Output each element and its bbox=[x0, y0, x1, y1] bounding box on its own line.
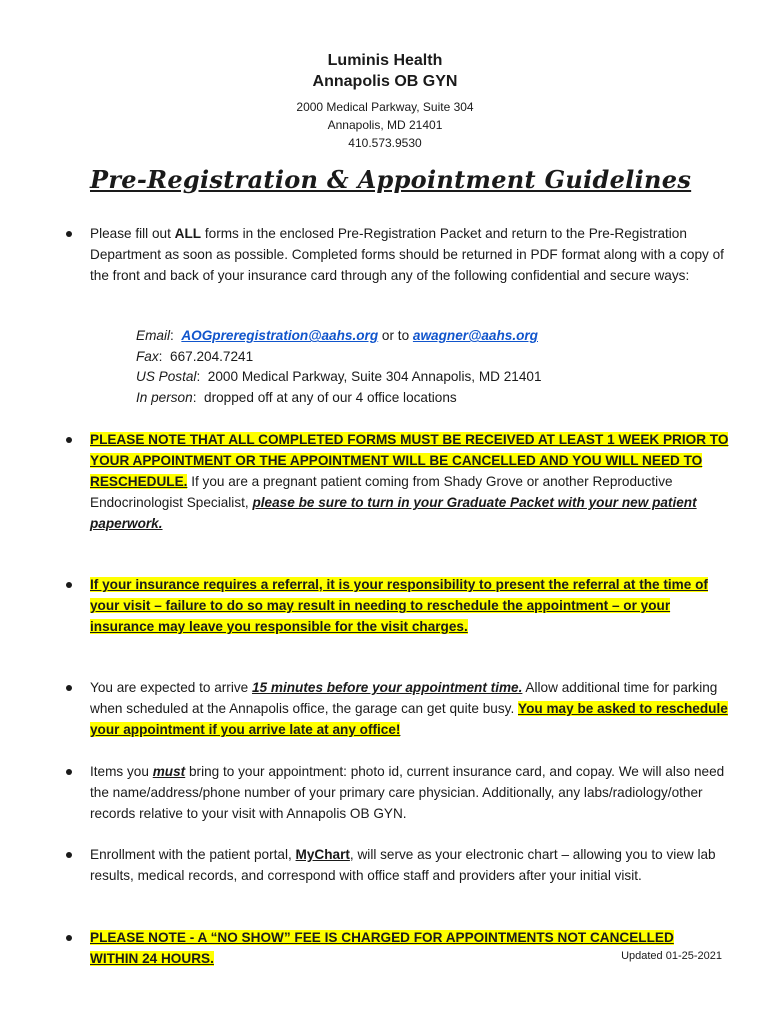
bullet-referral: If your insurance requires a referral, it is your responsibility to present the referral at the time of your visit – failure to do so may result in needing to reschedule the appointment – or your insurance may leave you responsible for the visit charges. bbox=[90, 574, 730, 637]
contact-fax: Fax: 667.204.7241 bbox=[136, 348, 254, 364]
bullet-icon bbox=[66, 437, 72, 443]
letterhead bbox=[0, 50, 770, 92]
page-title: Pre-Registration & Appointment Guidelines bbox=[90, 165, 692, 194]
bullet-arrival: You are expected to arrive 15 minutes before your appointment time. Allow additional time for parking when scheduled at the Annapolis office, the garage can get quite busy. You may be asked to reschedule your appointment if you arrive late at any office! bbox=[90, 677, 730, 740]
contact-email: Email: AOGpreregistration@aahs.org or to awagner@aahs.org bbox=[136, 328, 538, 343]
email-link-preregistration[interactable]: AOGpreregistration@aahs.org bbox=[181, 328, 379, 343]
bullet-icon bbox=[66, 769, 72, 775]
city-state-zip: Annapolis, MD 21401 bbox=[327, 118, 443, 132]
bullet-icon bbox=[66, 935, 72, 941]
phone-number: 410.573.9530 bbox=[348, 136, 422, 150]
org-name: Luminis Health bbox=[327, 52, 443, 69]
contact-in-person: In person: dropped off at any of our 4 office locations bbox=[136, 389, 457, 405]
updated-date: Updated 01-25-2021 bbox=[621, 950, 722, 962]
bullet-no-show: PLEASE NOTE - A “NO SHOW” FEE IS CHARGED FOR APPOINTMENTS NOT CANCELLED WITHIN 24 HOURS. bbox=[90, 927, 724, 969]
bullet-mychart: Enrollment with the patient portal, MyChart, will serve as your electronic chart – allowing you to view lab results, medical records, and correspond with office staff and providers after your initial visit. bbox=[90, 844, 730, 886]
contact-postal: US Postal: 2000 Medical Parkway, Suite 304 Annapolis, MD 21401 bbox=[136, 369, 542, 384]
bullet-deadline-notice: PLEASE NOTE THAT ALL COMPLETED FORMS MUST BE RECEIVED AT LEAST 1 WEEK PRIOR TO YOUR APPOINTMENT OR THE APPOINTMENT WILL BE CANCELLED AND YOU WILL NEED TO RESCHEDULE. If you are a pregnant patient coming from Shady Grove or another Reproductive Endocrinologist Specialist, please be sure to turn in your Graduate Packet with your new patient paperwork. bbox=[90, 429, 730, 534]
department-name: Annapolis OB GYN bbox=[312, 73, 458, 90]
street-address: 2000 Medical Parkway, Suite 304 bbox=[296, 100, 474, 114]
bullet-forms: Please fill out ALL forms in the enclosed Pre-Registration Packet and return to the Pre-Registration Department as soon as possible. Completed forms should be returned in PDF format along with a copy of the front and back of your insurance card through any of the following confidential and secure ways: bbox=[90, 223, 730, 286]
email-link-awagner[interactable]: awagner@aahs.org bbox=[412, 328, 538, 343]
bullet-icon bbox=[66, 852, 72, 858]
bullet-icon bbox=[66, 582, 72, 588]
address-block bbox=[0, 98, 770, 152]
contact-methods bbox=[136, 326, 542, 408]
bullet-icon bbox=[66, 231, 72, 237]
bullet-icon bbox=[66, 685, 72, 691]
bullet-items: Items you must bring to your appointment: photo id, current insurance card, and copay. We will also need the name/address/phone number of your primary care physician. Additionally, any labs/radiology/other records relative to your visit with Annapolis OB GYN. bbox=[90, 761, 730, 824]
